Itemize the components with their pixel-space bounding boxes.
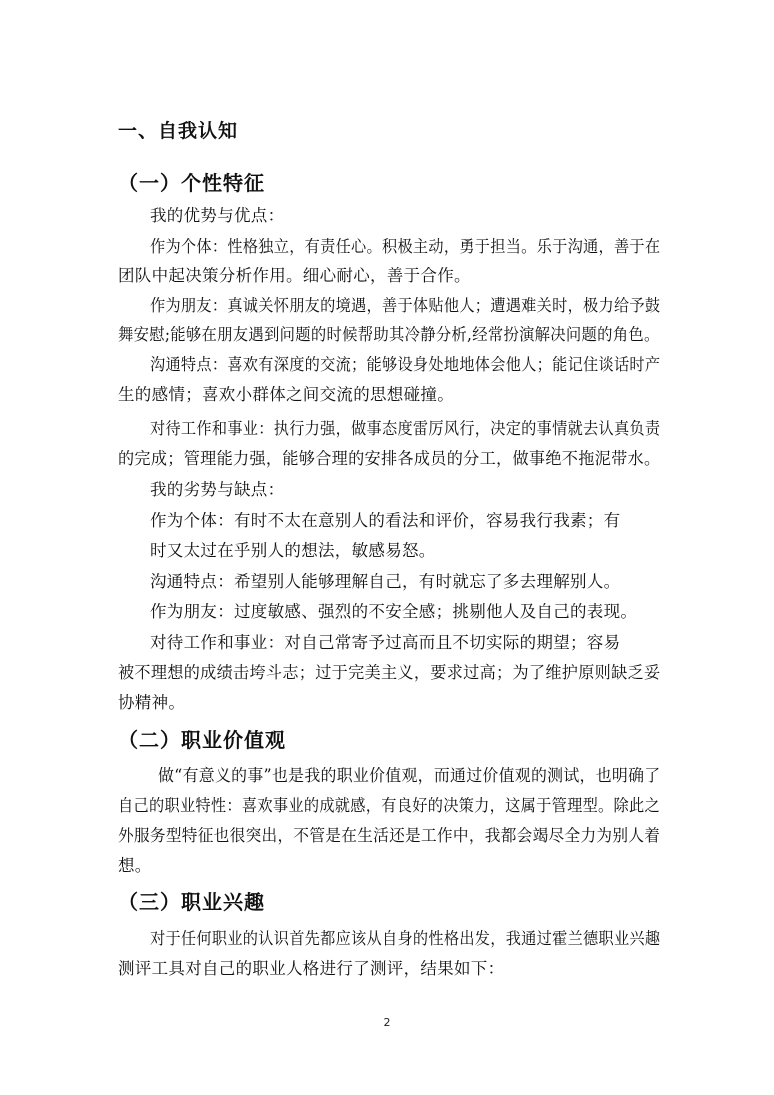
section-heading-interests: （三）职业兴趣 bbox=[118, 890, 265, 914]
section-heading-personality: （一）个性特征 bbox=[118, 171, 265, 195]
paragraph-line: 我的优势与优点： bbox=[150, 206, 285, 225]
paragraph-line: 的完成；管理能力强，能够合理的安排各成员的分工，做事绝不拖泥带水。 bbox=[118, 449, 661, 468]
paragraph-line: 沟通特点：希望别人能够理解自己，有时就忘了多去理解别人。 bbox=[150, 572, 621, 591]
main-heading: 一、自我认知 bbox=[118, 120, 239, 142]
paragraph-line: 外服务型特征也很突出，不管是在生活还是工作中，我都会竭尽全力为别人着 bbox=[118, 826, 661, 845]
paragraph-line: 被不理想的成绩击垮斗志；过于完美主义，要求过高；为了维护原则缺乏妥 bbox=[118, 663, 661, 682]
paragraph-line: 时又太过在乎别人的想法，敏感易怒。 bbox=[150, 541, 436, 560]
paragraph-line: 测评工具对自己的职业人格进行了测评，结果如下： bbox=[118, 959, 505, 978]
paragraph-line: 作为个体：性格独立，有责任心。积极主动，勇于担当。乐于沟通，善于在 bbox=[150, 237, 661, 256]
paragraph-line: 对待工作和事业：执行力强，做事态度雷厉风行，决定的事情就去认真负责 bbox=[150, 419, 661, 438]
paragraph-line: 想。 bbox=[118, 856, 152, 875]
paragraph-line: 协精神。 bbox=[118, 693, 186, 712]
paragraph-line: 我的劣势与缺点： bbox=[150, 480, 285, 499]
paragraph-line: 舞安慰;能够在朋友遇到问题的时候帮助其冷静分析,经常扮演解决问题的角色。 bbox=[118, 325, 660, 344]
page-number: 2 bbox=[383, 1016, 391, 1029]
paragraph-line: 自己的职业特性：喜欢事业的成就感，有良好的决策力，这属于管理型。除此之 bbox=[118, 796, 660, 815]
paragraph-line: 作为个体：有时不太在意别人的看法和评价，容易我行我素；有 bbox=[150, 511, 621, 530]
paragraph-line: 作为朋友：过度敏感、强烈的不安全感；挑剔他人及自己的表现。 bbox=[150, 602, 638, 621]
paragraph-line: 作为朋友：真诚关怀朋友的境遇，善于体贴他人；遭遇难关时，极力给予鼓 bbox=[150, 296, 661, 315]
paragraph-line: 团队中起决策分析作用。细心耐心，善于合作。 bbox=[118, 266, 471, 285]
paragraph-line: 沟通特点：喜欢有深度的交流；能够设身处地地体会他人；能记住谈话时产 bbox=[150, 355, 661, 374]
paragraph-line: 对于任何职业的认识首先都应该从自身的性格出发，我通过霍兰德职业兴趣 bbox=[150, 929, 661, 948]
paragraph-line: 做“有意义的事”也是我的职业价值观，而通过价值观的测试，也明确了 bbox=[158, 766, 661, 785]
section-heading-values: （二）职业价值观 bbox=[118, 728, 286, 752]
paragraph-line: 生的感情；喜欢小群体之间交流的思想碰撞。 bbox=[118, 385, 454, 404]
paragraph-line: 对待工作和事业：对自己常寄予过高而且不切实际的期望；容易 bbox=[150, 633, 621, 652]
